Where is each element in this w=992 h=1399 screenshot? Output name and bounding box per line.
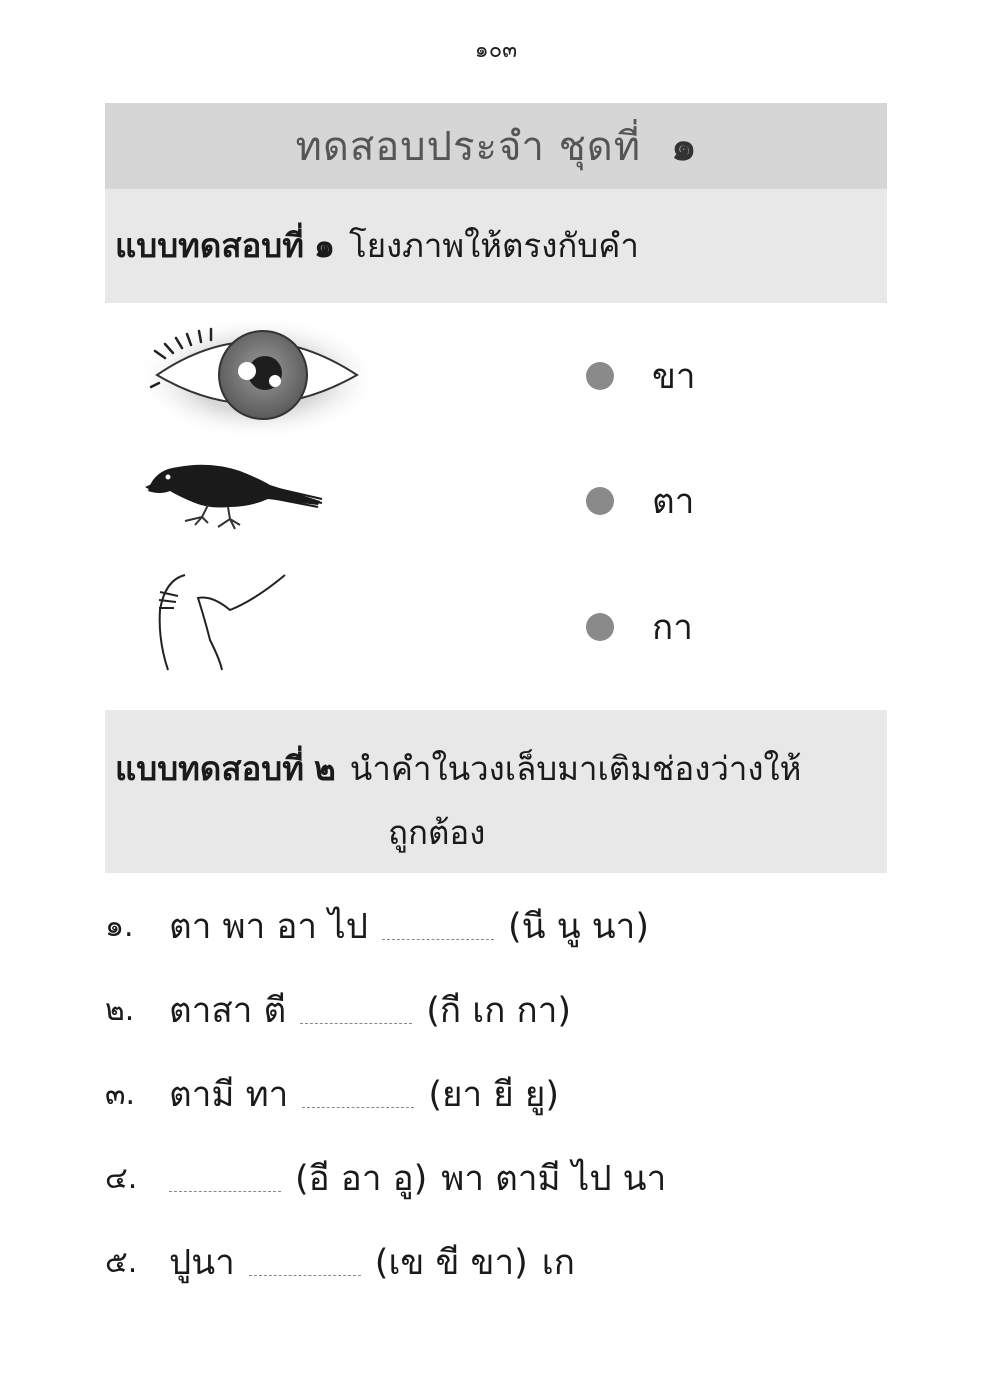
fill-item-2: [105, 985, 571, 1035]
section2-heading: [115, 742, 801, 795]
item-number: ๒.: [105, 992, 135, 1028]
answer-blank[interactable]: [249, 1273, 361, 1276]
match-word-3: กา: [652, 607, 693, 648]
item-options: (กี เก กา): [426, 990, 572, 1031]
test-title: ทดสอบประจำ ชุดที่: [295, 124, 642, 170]
leg-picture[interactable]: [150, 570, 295, 675]
match-dot-3[interactable]: [586, 613, 614, 641]
section1-number: ๑: [314, 226, 335, 265]
section1-instruction: โยงภาพให้ตรงกับคำ: [348, 226, 639, 265]
match-word-2: ตา: [652, 481, 695, 522]
section2-instruction-line2: ถูกต้อง: [388, 813, 486, 852]
fill-item-1: [105, 901, 649, 951]
page-number: ๑๐๓: [474, 38, 518, 63]
item-text-before: ปูนา: [169, 1242, 235, 1283]
item-number: ๕.: [105, 1244, 138, 1280]
section2-header: [105, 710, 887, 873]
item-text-before: ตาสา ตี: [169, 990, 287, 1031]
answer-blank[interactable]: [382, 937, 494, 940]
word-row-2: [586, 481, 694, 521]
item-options: (อี อา อู): [295, 1158, 428, 1199]
eye-picture[interactable]: [135, 313, 380, 443]
item-number: ๑.: [105, 908, 134, 944]
section1-label: แบบทดสอบที่: [115, 226, 305, 265]
section1-header: [105, 189, 887, 303]
word-row-3: [586, 607, 693, 647]
section2-label: แบบทดสอบที่: [115, 749, 305, 788]
item-text-before: ตา พา อา ไป: [169, 906, 368, 947]
test-title-band: [105, 103, 887, 189]
test-set-number: ๑: [671, 124, 697, 170]
match-dot-2[interactable]: [586, 487, 614, 515]
section1-heading: [115, 219, 639, 272]
fill-item-5: [105, 1237, 575, 1287]
match-dot-1[interactable]: [586, 362, 614, 390]
fill-item-4: [105, 1153, 666, 1203]
answer-blank[interactable]: [302, 1105, 414, 1108]
item-text-after: พา ตามี ไป นา: [441, 1158, 667, 1199]
item-options: (นี นู นา): [507, 906, 649, 947]
word-row-1: [586, 356, 696, 396]
item-options: (เข ขี ขา): [374, 1242, 528, 1283]
answer-blank[interactable]: [300, 1021, 412, 1024]
item-number: ๔.: [105, 1160, 138, 1196]
section2-instruction-line1: นำคำในวงเล็บมาเติมช่องว่างให้: [349, 749, 802, 788]
fill-item-3: [105, 1069, 559, 1119]
item-options: (ยา ยี ยู): [428, 1074, 560, 1115]
item-number: ๓.: [105, 1076, 136, 1112]
match-word-1: ขา: [652, 356, 696, 397]
section2-number: ๒: [314, 749, 336, 788]
answer-blank[interactable]: [169, 1189, 281, 1192]
item-text-after: เก: [541, 1242, 575, 1283]
item-text-before: ตามี ทา: [169, 1074, 289, 1115]
crow-picture[interactable]: [140, 455, 325, 535]
